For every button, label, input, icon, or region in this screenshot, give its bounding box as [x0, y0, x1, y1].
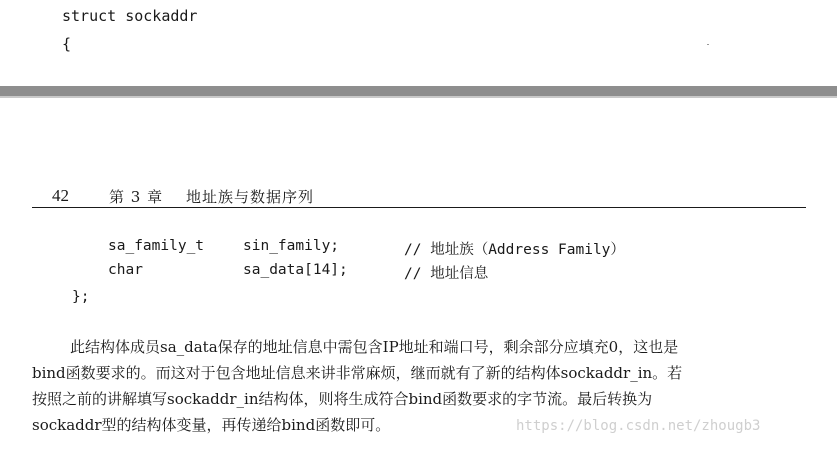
scan-speck: [707, 44, 709, 45]
code-type: sa_family_t: [108, 238, 205, 254]
running-header: [32, 184, 806, 206]
paragraph-line: 此结构体成员sa_data保存的地址信息中需包含IP地址和端口号，剩余部分应填充0，这也是: [70, 338, 679, 356]
code-type: char: [108, 262, 143, 278]
page-break-shadow: [0, 96, 837, 98]
paragraph-line: bind函数要求的。而这对于包含地址信息来讲非常麻烦，继而就有了新的结构体sockaddr_in。若: [32, 364, 683, 382]
code-member: sin_family;: [243, 238, 340, 254]
code-struct-declaration: struct sockaddr: [62, 7, 198, 25]
code-member: sa_data[14];: [243, 262, 348, 278]
paragraph-line: sockaddr型的结构体变量，再传递给bind函数即可。: [32, 416, 391, 434]
chapter-title: 地址族与数据序列: [186, 188, 315, 206]
code-open-brace: {: [62, 35, 72, 53]
watermark: https://blog.csdn.net/zhougb3: [516, 418, 761, 434]
paragraph-line: 按照之前的讲解填写sockaddr_in结构体，则将生成符合bind函数要求的字节流。最后转换为: [32, 390, 653, 408]
code-comment: // 地址信息: [404, 266, 489, 282]
chapter-label: 第 3 章: [109, 188, 164, 206]
code-close-brace: };: [72, 289, 90, 305]
page-number: 42: [52, 186, 69, 205]
code-comment: // 地址族（Address Family）: [404, 242, 625, 258]
page-break-band: [0, 86, 837, 96]
header-rule: [32, 207, 806, 208]
